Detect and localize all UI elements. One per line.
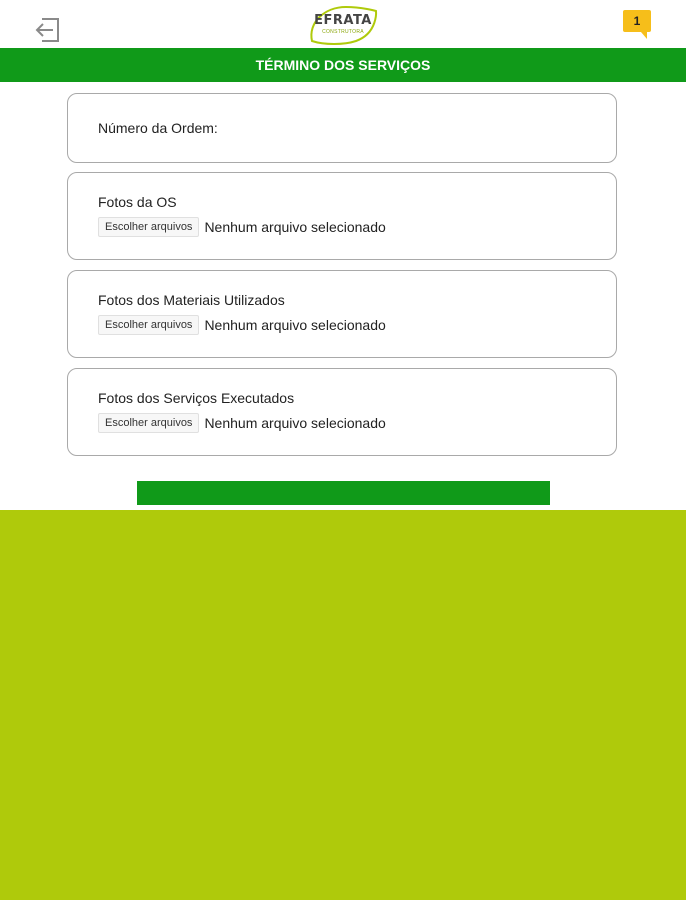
materials-photos-card — [67, 270, 617, 358]
back-button[interactable] — [33, 16, 61, 44]
os-photos-card — [67, 172, 617, 260]
app-header — [0, 0, 686, 48]
services-photos-label: Fotos dos Serviços Executados — [98, 390, 295, 406]
page-title-bar — [0, 48, 686, 82]
submit-button[interactable] — [137, 481, 550, 505]
logout-arrow-icon — [33, 16, 61, 44]
services-photos-card — [67, 368, 617, 456]
logo-text: EFRATA — [314, 13, 372, 28]
os-photos-file-input — [98, 217, 386, 237]
os-photos-label: Fotos da OS — [98, 194, 177, 210]
page-title: TÉRMINO DOS SERVIÇOS — [255, 57, 431, 73]
services-photos-status: Nenhum arquivo selecionado — [204, 415, 386, 431]
efrata-logo — [304, 3, 382, 45]
materials-photos-choose-button[interactable]: Escolher arquivos — [98, 315, 199, 335]
services-photos-choose-button[interactable]: Escolher arquivos — [98, 413, 199, 433]
os-photos-status: Nenhum arquivo selecionado — [204, 219, 386, 235]
order-number-label: Número da Ordem: — [98, 120, 218, 136]
order-number-card — [67, 93, 617, 163]
os-photos-choose-button[interactable]: Escolher arquivos — [98, 217, 199, 237]
materials-photos-label: Fotos dos Materiais Utilizados — [98, 292, 285, 308]
materials-photos-status: Nenhum arquivo selecionado — [204, 317, 386, 333]
materials-photos-file-input — [98, 315, 386, 335]
notification-count: 1 — [633, 14, 641, 28]
notification-badge[interactable] — [623, 10, 651, 32]
logo-subtext: CONSTRUTORA — [322, 29, 364, 35]
services-photos-file-input — [98, 413, 386, 433]
